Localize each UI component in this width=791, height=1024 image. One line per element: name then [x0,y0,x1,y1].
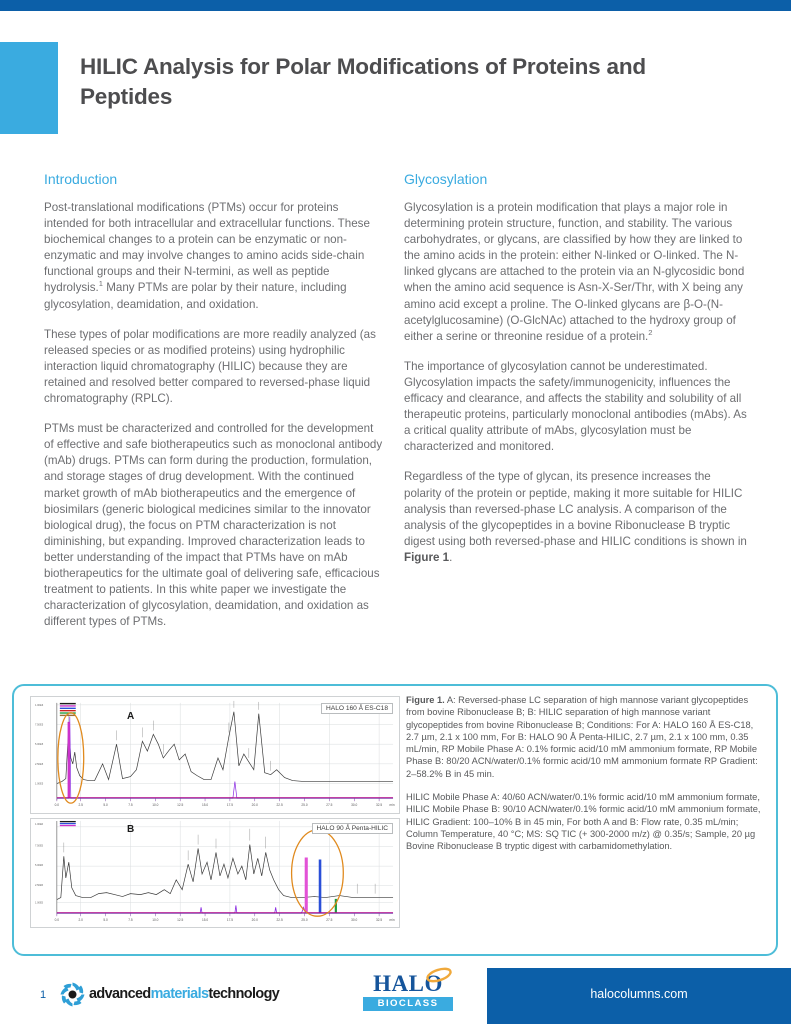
svg-text:20.0: 20.0 [251,803,258,808]
footnote-ref-1: 1 [98,279,103,289]
svg-text:15.0: 15.0 [201,803,209,808]
amt-word-materials: materials [150,986,209,1002]
page-number: 1 [40,989,47,1001]
svg-text:7.5: 7.5 [128,918,133,923]
figure-caption-part-2: HILIC Mobile Phase A: 40/60 ACN/water/0.1% formic acid/10 mM ammonium formate, HILIC Mobile Phase B: 90/10 ACN/water/0.1% formic acid/10 mM ammonium formate, HILIC Gradient: 100–10% B in 45 min, For both A and B: Flow rate, 0.35 mL/min; Column Temperature, 40 °C; MS: SQ TIC (+ 300-2000 m/z) @ 0.35/s; Sample, 20 µg Bovine Ribonuclease B tryptic digest with carbamidomethylation. [406,792,761,852]
svg-text:12.5: 12.5 [177,803,184,808]
intro-p1-tail: Many PTMs are polar by their nature, including glycosylation, deamidation, and oxidation. [44,281,347,311]
svg-text:22.5: 22.5 [276,803,283,808]
halo-bioclass-badge: BIOCLASS [363,997,453,1011]
figure-reference: Figure 1 [404,550,450,564]
svg-text:10.0: 10.0 [152,803,159,808]
svg-text:22.5: 22.5 [276,918,283,923]
figure-caption-label: Figure 1. [406,695,445,705]
figure-caption-part-1 [406,694,762,780]
svg-text:17.5: 17.5 [226,918,234,923]
svg-text:17.5: 17.5 [226,803,234,808]
chromatogram-b-letter: B [127,824,135,835]
svg-text:5.0: 5.0 [103,803,108,808]
glyco-paragraph-2: The importance of glycosylation cannot be underestimated. Glycosylation impacts the safety/immunogenicity, influences the efficacy and clearance, and affects the stability and solubility of all therapeutic proteins, particularly monoclonal antibodies (mAbs). As a critical quality attribute of mAbs, glycosylation must be characterized and monitored. [404,359,747,454]
svg-text:32.5: 32.5 [376,803,383,808]
chromatogram-a-column-label: HALO 160 Å ES-C18 [321,703,393,714]
glyco-p3-head: Regardless of the type of glycan, its presence increases the polarity of the protein or peptide, making it more suitable for HILIC analysis than reversed-phase LC analysis. A comparison of the analysis of the glycopeptides in a bovine Ribonuclease B tryptic digest using both reversed-phase and HILIC conditions is shown in [404,470,747,548]
top-accent-bar [0,0,791,11]
amt-word-advanced: advanced [89,986,151,1002]
svg-text:32.5: 32.5 [376,918,383,923]
halo-word-text: HALO [373,971,443,996]
page-title: HILIC Analysis for Polar Modifications of Proteins and Peptides [80,54,646,109]
chromatogram-a-letter: A [127,711,135,722]
figure-panel [12,684,778,956]
chromatogram-a-svg [31,697,399,813]
left-column [44,170,384,630]
glyco-paragraph-3 [404,469,748,566]
figure-images [30,696,400,946]
svg-text:1.00E5: 1.00E5 [34,901,44,905]
figure-caption-body-1: A: Reversed-phase LC separation of high mannose variant glycopeptides from bovine Ribonuclease B; B: HILIC separation of high mannose variant glycopeptides from bovine Ribonuclease B; Conditions: For A: HALO 160 Å ES-C18, 2.7 µm, 2.1 x 100 mm, For B: HALO 90 Å Penta-HILIC, 2.7 µm, 2.1 x 100 mm, 0.35 mL/min, RP Mobile Phase A: 0.1% formic acid/10 mM ammonium formate, RP Mobile Phase B: 80/20 ACN/water/0.1% formic acid/10 mM ammonium formate RP Gradient: 2–58.2% B in 45 min. [406,695,758,779]
svg-text:7.5: 7.5 [128,803,133,808]
svg-text:min: min [389,803,395,808]
amt-word-technology: technology [208,986,280,1002]
figure-caption [406,694,762,853]
svg-text:1.00E5: 1.00E5 [34,782,44,786]
svg-text:0.0: 0.0 [54,803,60,808]
glyco-p1-head: Glycosylation is a protein modification that plays a major role in determining protein structure, function, and stability. The various carbohydrates, or glycans, are classified by how they are linked to the amino acids in the protein: either N-linked or O-linked. The N-linked glycans are attached to the protein via an N-glycosidic bond when the amino acid sequence is Asn-X-Ser/Thr, with X being any amino acid except a proline. The O-linked glycans are β-O-(N-acetylglucosamine) (O-GlcNAc) attached to the hydroxy group of either a serine or threonine residue of a protein. [404,201,745,343]
svg-text:27.5: 27.5 [326,803,333,808]
svg-text:min: min [389,918,395,923]
chromatogram-panel-a [30,696,400,814]
advanced-materials-technology-logo[interactable] [60,981,279,1007]
svg-text:1.00E6: 1.00E6 [34,822,44,826]
section-heading-introduction: Introduction [44,171,118,187]
svg-text:5.00E5: 5.00E5 [34,743,44,747]
halo-wordmark [360,972,456,996]
svg-text:2.50E5: 2.50E5 [34,762,44,766]
svg-text:2.50E5: 2.50E5 [34,883,44,887]
glyco-p3-tail: . [449,550,453,564]
svg-text:7.50E5: 7.50E5 [34,844,44,848]
svg-text:1.00E6: 1.00E6 [34,703,44,707]
svg-text:10.0: 10.0 [152,918,159,923]
intro-paragraph-2: These types of polar modifications are more readily analyzed (as released species or as modified proteins) using hydrophilic interaction liquid chromatography (HILIC) because they are retained and resolved better compared to reversed-phase liquid chromatography (RPLC). [44,327,376,406]
svg-text:30.0: 30.0 [351,918,358,923]
svg-text:15.0: 15.0 [201,918,209,923]
right-column [404,170,748,566]
intro-p1-head: Post-translational modifications (PTMs) occur for proteins intended for both intracellular and extracellular functions. These biochemical changes to a protein can be enzymatic or non-enzymatic and may involve changes to amino acids side-chain functional groups and their N-termini, as well as peptide hydrolysis. [44,201,370,295]
svg-text:27.5: 27.5 [326,918,333,923]
svg-text:12.5: 12.5 [177,918,184,923]
svg-text:7.50E5: 7.50E5 [34,723,44,727]
chromatogram-b-column-label: HALO 90 Å Penta-HILIC [312,823,393,834]
svg-text:2.0: 2.0 [78,918,83,923]
chromatogram-b-svg [31,819,399,927]
section-heading-glycosylation: Glycosylation [404,171,488,187]
glyco-paragraph-1 [404,200,748,345]
svg-text:25.0: 25.0 [301,803,308,808]
svg-text:5.0: 5.0 [103,918,108,923]
amt-logo-wordmark [89,987,279,1001]
title-accent-square [0,42,58,134]
intro-paragraph-3: PTMs must be characterized and controlled for the development of effective and safe biotherapeutics such as monoclonal antibody (mAb) drugs. PTMs can form during the production, formulation, and storage stages of drug development. With the continued market growth of mAb biotherapeutics and the emergence of biosimilars (generic biological medicines similar to the innovator biological drug), the focus on PTM characterization is not diminishing, but expanding. Improved characterization leads to better understanding of the impact that PTMs have on mAb biotherapeutics for the ultimate goal of delivering safe, efficacious treatment to patients. In this white paper we investigate the characterization of glycosylation, deamidation, and oxidation as different types of PTMs. [44,422,383,629]
svg-text:5.00E5: 5.00E5 [34,864,44,868]
footnote-ref-2: 2 [648,327,653,337]
intro-paragraph-1 [44,200,384,313]
svg-text:30.0: 30.0 [351,803,358,808]
footer-website-link[interactable]: halocolumns.com [590,987,688,1001]
svg-text:25.0: 25.0 [301,918,308,923]
halo-bioclass-logo[interactable] [360,972,456,1020]
svg-text:20.0: 20.0 [251,918,258,923]
halo-ring-icon [424,966,454,984]
amt-mark-icon [60,982,85,1007]
svg-text:0.0: 0.0 [54,918,60,923]
svg-text:2.5: 2.5 [78,803,83,808]
chromatogram-panel-b [30,818,400,928]
